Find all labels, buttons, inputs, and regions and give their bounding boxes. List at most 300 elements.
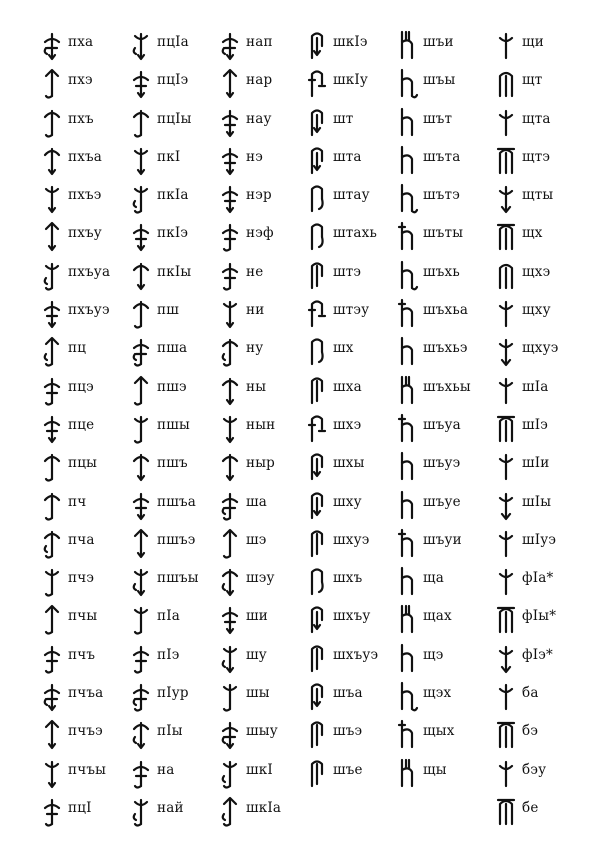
- syllable-label: щых: [423, 723, 455, 740]
- syllable-entry: [395, 562, 491, 600]
- syllable-entry: [395, 447, 491, 485]
- adyghe-glyph-icon: [129, 679, 153, 713]
- syllable-entry: [40, 26, 136, 64]
- syllable-entry: [305, 447, 401, 485]
- adyghe-glyph-icon: [218, 334, 242, 368]
- adyghe-glyph-icon: [305, 641, 329, 675]
- syllable-label: фIэ*: [522, 646, 554, 663]
- adyghe-glyph-icon: [129, 602, 153, 636]
- syllable-entry: [218, 294, 314, 332]
- adyghe-glyph-icon: [40, 334, 64, 368]
- syllable-entry: [305, 409, 401, 447]
- syllable-label: шкI: [246, 761, 273, 778]
- syllable-label: пшъ: [157, 455, 188, 472]
- adyghe-glyph-icon: [40, 66, 64, 100]
- adyghe-glyph-icon: [395, 296, 419, 330]
- adyghe-glyph-icon: [40, 28, 64, 62]
- syllable-entry: [395, 294, 491, 332]
- syllable-label: щах: [423, 608, 452, 625]
- syllable-label: щa: [423, 570, 444, 587]
- syllable-entry: [494, 217, 590, 255]
- syllable-label: шIуэ: [522, 531, 557, 548]
- syllable-entry: [305, 179, 401, 217]
- syllable-label: шхэ: [333, 416, 362, 433]
- adyghe-glyph-icon: [395, 602, 419, 636]
- adyghe-glyph-icon: [305, 564, 329, 598]
- syllable-entry: [395, 141, 491, 179]
- syllable-label: пшъы: [157, 570, 199, 587]
- syllable-label: шт: [333, 110, 354, 127]
- syllable-entry: [305, 562, 401, 600]
- syllable-label: пшъа: [157, 493, 196, 510]
- syllable-entry: [218, 103, 314, 141]
- syllable-label: шъуа: [423, 416, 461, 433]
- syllable-label: пкIэ: [157, 225, 189, 242]
- column-3: [218, 26, 314, 830]
- adyghe-glyph-icon: [395, 564, 419, 598]
- adyghe-glyph-icon: [494, 449, 518, 483]
- syllable-entry: [218, 256, 314, 294]
- syllable-label: шът: [423, 110, 453, 127]
- adyghe-glyph-icon: [40, 219, 64, 253]
- syllable-entry: [305, 103, 401, 141]
- adyghe-glyph-icon: [40, 641, 64, 675]
- syllable-entry: [395, 677, 491, 715]
- syllable-label: ни: [246, 302, 265, 319]
- syllable-label: шкIэ: [333, 34, 368, 50]
- adyghe-glyph-icon: [494, 143, 518, 177]
- syllable-entry: [218, 409, 314, 447]
- syllable-entry: [218, 677, 314, 715]
- adyghe-glyph-icon: [129, 143, 153, 177]
- syllable-entry: [395, 217, 491, 255]
- syllable-label: ба: [522, 685, 539, 702]
- syllable-entry: [40, 409, 136, 447]
- syllable-label: шы: [246, 685, 270, 702]
- syllable-entry: [218, 715, 314, 753]
- syllable-entry: [40, 217, 136, 255]
- syllable-label: фIа*: [522, 570, 554, 587]
- adyghe-glyph-icon: [494, 641, 518, 675]
- syllable-entry: [40, 715, 136, 753]
- syllable-label: нын: [246, 416, 276, 433]
- syllable-entry: [494, 447, 590, 485]
- syllable-label: шъэ: [333, 723, 363, 740]
- syllable-entry: [305, 715, 401, 753]
- syllable-label: штэу: [333, 302, 370, 319]
- syllable-label: шъхь: [423, 263, 460, 280]
- adyghe-glyph-icon: [218, 794, 242, 828]
- syllable-label: щты: [522, 187, 554, 204]
- syllable-entry: [494, 256, 590, 294]
- adyghe-glyph-icon: [305, 219, 329, 253]
- syllable-label: шхъ: [333, 570, 363, 587]
- column-6: [494, 26, 590, 830]
- adyghe-glyph-icon: [494, 526, 518, 560]
- syllable-label: пкI: [157, 148, 181, 165]
- syllable-label: шта: [333, 148, 362, 165]
- syllable-label: пхъэ: [68, 187, 102, 204]
- adyghe-glyph-icon: [305, 373, 329, 407]
- adyghe-glyph-icon: [40, 717, 64, 751]
- adyghe-glyph-icon: [494, 105, 518, 139]
- adyghe-glyph-icon: [218, 449, 242, 483]
- syllable-label: щэ: [423, 646, 444, 663]
- syllable-label: шъхьэ: [423, 340, 468, 357]
- adyghe-glyph-icon: [305, 143, 329, 177]
- adyghe-glyph-icon: [218, 66, 242, 100]
- syllable-label: шIы: [522, 493, 552, 510]
- syllable-label: шха: [333, 378, 362, 395]
- syllable-entry: [494, 141, 590, 179]
- syllable-entry: [129, 486, 225, 524]
- adyghe-glyph-icon: [129, 66, 153, 100]
- adyghe-glyph-icon: [218, 488, 242, 522]
- syllable-entry: [494, 332, 590, 370]
- syllable-entry: [395, 524, 491, 562]
- adyghe-glyph-icon: [305, 488, 329, 522]
- adyghe-glyph-icon: [494, 564, 518, 598]
- syllable-entry: [129, 141, 225, 179]
- adyghe-glyph-icon: [494, 717, 518, 751]
- syllable-label: шъуи: [423, 531, 462, 548]
- syllable-entry: [305, 486, 401, 524]
- adyghe-glyph-icon: [305, 449, 329, 483]
- adyghe-glyph-icon: [40, 143, 64, 177]
- adyghe-glyph-icon: [40, 564, 64, 598]
- adyghe-glyph-icon: [129, 28, 153, 62]
- adyghe-glyph-icon: [395, 181, 419, 215]
- adyghe-glyph-icon: [494, 219, 518, 253]
- syllable-entry: [305, 639, 401, 677]
- syllable-entry: [305, 256, 401, 294]
- syllable-entry: [40, 562, 136, 600]
- syllable-label: пхъуа: [68, 263, 111, 280]
- syllable-entry: [129, 447, 225, 485]
- syllable-label: пхъу: [68, 225, 102, 242]
- syllable-entry: [395, 715, 491, 753]
- syllable-label: щхуэ: [522, 340, 559, 357]
- adyghe-glyph-icon: [305, 296, 329, 330]
- syllable-entry: [40, 64, 136, 102]
- syllable-entry: [218, 371, 314, 409]
- adyghe-glyph-icon: [494, 411, 518, 445]
- column-5: [395, 26, 491, 792]
- adyghe-glyph-icon: [129, 717, 153, 751]
- syllable-entry: [129, 639, 225, 677]
- adyghe-glyph-icon: [129, 334, 153, 368]
- syllable-label: пIа: [157, 608, 180, 625]
- syllable-entry: [395, 64, 491, 102]
- adyghe-glyph-icon: [395, 411, 419, 445]
- syllable-label: пцIа: [157, 34, 189, 50]
- syllable-entry: [218, 754, 314, 792]
- syllable-label: щтэ: [522, 148, 551, 165]
- adyghe-glyph-icon: [218, 105, 242, 139]
- syllable-label: пшы: [157, 416, 190, 433]
- syllable-label: нэр: [246, 187, 272, 204]
- adyghe-glyph-icon: [40, 756, 64, 790]
- syllable-entry: [40, 792, 136, 830]
- syllable-entry: [494, 103, 590, 141]
- syllable-entry: [494, 600, 590, 638]
- adyghe-glyph-icon: [305, 28, 329, 62]
- adyghe-glyph-icon: [494, 373, 518, 407]
- adyghe-glyph-icon: [494, 334, 518, 368]
- syllable-label: щху: [522, 302, 551, 319]
- adyghe-glyph-icon: [494, 66, 518, 100]
- syllable-label: пшэ: [157, 378, 187, 395]
- syllable-label: шу: [246, 646, 267, 663]
- syllable-label: пшъэ: [157, 531, 196, 548]
- adyghe-glyph-icon: [395, 526, 419, 560]
- syllable-label: пчъы: [68, 761, 107, 778]
- syllable-label: пчъэ: [68, 723, 103, 740]
- syllable-entry: [40, 524, 136, 562]
- syllable-entry: [395, 256, 491, 294]
- syllable-entry: [395, 486, 491, 524]
- syllable-label: пIы: [157, 723, 183, 740]
- adyghe-glyph-icon: [494, 488, 518, 522]
- adyghe-glyph-icon: [40, 181, 64, 215]
- syllable-label: ши: [246, 608, 268, 625]
- syllable-label: нэ: [246, 148, 263, 165]
- syllable-entry: [218, 792, 314, 830]
- syllable-entry: [129, 179, 225, 217]
- adyghe-glyph-icon: [129, 488, 153, 522]
- syllable-label: пха: [68, 34, 94, 50]
- syllable-label: нау: [246, 110, 272, 127]
- adyghe-glyph-icon: [218, 526, 242, 560]
- syllable-label: бэу: [522, 761, 547, 778]
- syllable-entry: [129, 26, 225, 64]
- syllable-entry: [305, 371, 401, 409]
- adyghe-glyph-icon: [40, 258, 64, 292]
- syllable-label: пкIа: [157, 187, 189, 204]
- syllable-entry: [40, 294, 136, 332]
- syllable-label: шкIа: [246, 799, 282, 816]
- adyghe-glyph-icon: [305, 679, 329, 713]
- syllable-label: пцI: [68, 799, 92, 816]
- syllable-entry: [129, 409, 225, 447]
- syllable-entry: [395, 409, 491, 447]
- syllable-entry: [494, 715, 590, 753]
- adyghe-glyph-icon: [40, 296, 64, 330]
- adyghe-glyph-icon: [305, 66, 329, 100]
- syllable-entry: [218, 447, 314, 485]
- adyghe-glyph-icon: [218, 679, 242, 713]
- adyghe-glyph-icon: [395, 66, 419, 100]
- syllable-entry: [129, 294, 225, 332]
- syllable-entry: [494, 294, 590, 332]
- syllable-label: пц: [68, 340, 87, 357]
- syllable-label: нэф: [246, 225, 274, 242]
- adyghe-glyph-icon: [305, 526, 329, 560]
- syllable-label: шэ: [246, 531, 267, 548]
- syllable-label: шIи: [522, 455, 550, 472]
- syllable-label: фIы*: [522, 608, 557, 625]
- syllable-entry: [129, 562, 225, 600]
- syllable-entry: [218, 217, 314, 255]
- syllable-entry: [218, 26, 314, 64]
- adyghe-glyph-icon: [305, 334, 329, 368]
- adyghe-glyph-icon: [218, 258, 242, 292]
- adyghe-glyph-icon: [218, 296, 242, 330]
- adyghe-glyph-icon: [395, 219, 419, 253]
- adyghe-glyph-icon: [395, 717, 419, 751]
- adyghe-glyph-icon: [305, 258, 329, 292]
- adyghe-glyph-icon: [218, 181, 242, 215]
- adyghe-glyph-icon: [494, 181, 518, 215]
- syllable-entry: [494, 371, 590, 409]
- adyghe-glyph-icon: [129, 296, 153, 330]
- adyghe-glyph-icon: [305, 756, 329, 790]
- adyghe-glyph-icon: [129, 641, 153, 675]
- syllable-entry: [494, 64, 590, 102]
- syllable-entry: [494, 524, 590, 562]
- syllable-entry: [305, 141, 401, 179]
- syllable-label: пхъуэ: [68, 302, 110, 319]
- syllable-entry: [129, 600, 225, 638]
- syllable-label: пчъ: [68, 646, 96, 663]
- syllable-label: пIэ: [157, 646, 180, 663]
- syllable-entry: [494, 677, 590, 715]
- syllable-entry: [40, 371, 136, 409]
- adyghe-glyph-icon: [40, 411, 64, 445]
- syllable-entry: [494, 562, 590, 600]
- syllable-label: шIэ: [522, 416, 549, 433]
- syllable-label: шхъуэ: [333, 646, 379, 663]
- syllable-entry: [395, 754, 491, 792]
- syllable-entry: [40, 486, 136, 524]
- adyghe-glyph-icon: [218, 28, 242, 62]
- syllable-entry: [40, 447, 136, 485]
- adyghe-glyph-icon: [494, 679, 518, 713]
- syllable-entry: [494, 179, 590, 217]
- syllable-entry: [305, 294, 401, 332]
- adyghe-glyph-icon: [218, 219, 242, 253]
- syllable-entry: [305, 524, 401, 562]
- adyghe-glyph-icon: [129, 411, 153, 445]
- syllable-label: шъхьы: [423, 378, 471, 395]
- syllable-entry: [218, 562, 314, 600]
- syllable-label: пч: [68, 493, 87, 510]
- syllable-entry: [40, 103, 136, 141]
- syllable-label: шъе: [333, 761, 363, 778]
- syllable-entry: [218, 332, 314, 370]
- syllable-entry: [40, 141, 136, 179]
- syllable-entry: [494, 792, 590, 830]
- syllable-label: щы: [423, 761, 447, 778]
- syllable-entry: [40, 600, 136, 638]
- syllable-label: пIур: [157, 685, 189, 702]
- syllable-entry: [40, 677, 136, 715]
- adyghe-glyph-icon: [395, 258, 419, 292]
- adyghe-glyph-icon: [40, 602, 64, 636]
- adyghe-glyph-icon: [40, 449, 64, 483]
- syllable-label: бэ: [522, 723, 539, 740]
- adyghe-glyph-icon: [40, 526, 64, 560]
- adyghe-glyph-icon: [395, 641, 419, 675]
- syllable-entry: [218, 141, 314, 179]
- syllable-label: шъа: [333, 685, 363, 702]
- adyghe-glyph-icon: [395, 373, 419, 407]
- syllable-label: пча: [68, 531, 95, 548]
- syllable-label: нар: [246, 72, 273, 89]
- syllable-entry: [395, 371, 491, 409]
- syllable-label: нап: [246, 34, 273, 50]
- syllable-label: шхъу: [333, 608, 371, 625]
- syllable-label: шътэ: [423, 187, 460, 204]
- syllable-label: пцы: [68, 455, 98, 472]
- syllable-entry: [129, 217, 225, 255]
- syllable-entry: [395, 600, 491, 638]
- syllable-label: пхъа: [68, 148, 103, 165]
- syllable-entry: [40, 754, 136, 792]
- adyghe-glyph-icon: [395, 679, 419, 713]
- syllable-label: пцэ: [68, 378, 94, 395]
- adyghe-glyph-icon: [218, 756, 242, 790]
- syllable-entry: [305, 677, 401, 715]
- adyghe-glyph-icon: [40, 488, 64, 522]
- syllable-entry: [129, 103, 225, 141]
- adyghe-glyph-icon: [218, 564, 242, 598]
- adyghe-glyph-icon: [218, 373, 242, 407]
- syllable-entry: [305, 332, 401, 370]
- adyghe-glyph-icon: [218, 411, 242, 445]
- syllable-label: щи: [522, 34, 544, 50]
- syllable-label: пцIы: [157, 110, 192, 127]
- adyghe-glyph-icon: [494, 296, 518, 330]
- syllable-label: пша: [157, 340, 188, 357]
- syllable-label: шъты: [423, 225, 464, 242]
- syllable-entry: [129, 64, 225, 102]
- syllable-entry: [494, 486, 590, 524]
- syllable-entry: [494, 754, 590, 792]
- adyghe-glyph-icon: [395, 143, 419, 177]
- syllable-entry: [494, 26, 590, 64]
- adyghe-glyph-icon: [129, 373, 153, 407]
- syllable-label: пчы: [68, 608, 98, 625]
- syllable-entry: [494, 639, 590, 677]
- syllable-label: щта: [522, 110, 551, 127]
- adyghe-glyph-icon: [218, 717, 242, 751]
- syllable-entry: [129, 792, 225, 830]
- syllable-entry: [218, 64, 314, 102]
- adyghe-glyph-icon: [129, 449, 153, 483]
- syllable-entry: [129, 715, 225, 753]
- syllable-entry: [395, 179, 491, 217]
- adyghe-glyph-icon: [395, 334, 419, 368]
- syllable-entry: [305, 26, 401, 64]
- syllable-label: шх: [333, 340, 354, 357]
- syllable-entry: [40, 639, 136, 677]
- adyghe-glyph-icon: [40, 373, 64, 407]
- syllable-entry: [395, 103, 491, 141]
- syllable-label: пчэ: [68, 570, 95, 587]
- syllable-entry: [395, 639, 491, 677]
- syllable-label: шэу: [246, 570, 275, 587]
- syllable-entry: [305, 754, 401, 792]
- adyghe-glyph-icon: [129, 219, 153, 253]
- adyghe-glyph-icon: [129, 105, 153, 139]
- syllable-label: шъи: [423, 34, 454, 50]
- syllable-entry: [395, 332, 491, 370]
- adyghe-glyph-icon: [129, 258, 153, 292]
- syllable-entry: [218, 524, 314, 562]
- adyghe-glyph-icon: [395, 488, 419, 522]
- syllable-entry: [129, 256, 225, 294]
